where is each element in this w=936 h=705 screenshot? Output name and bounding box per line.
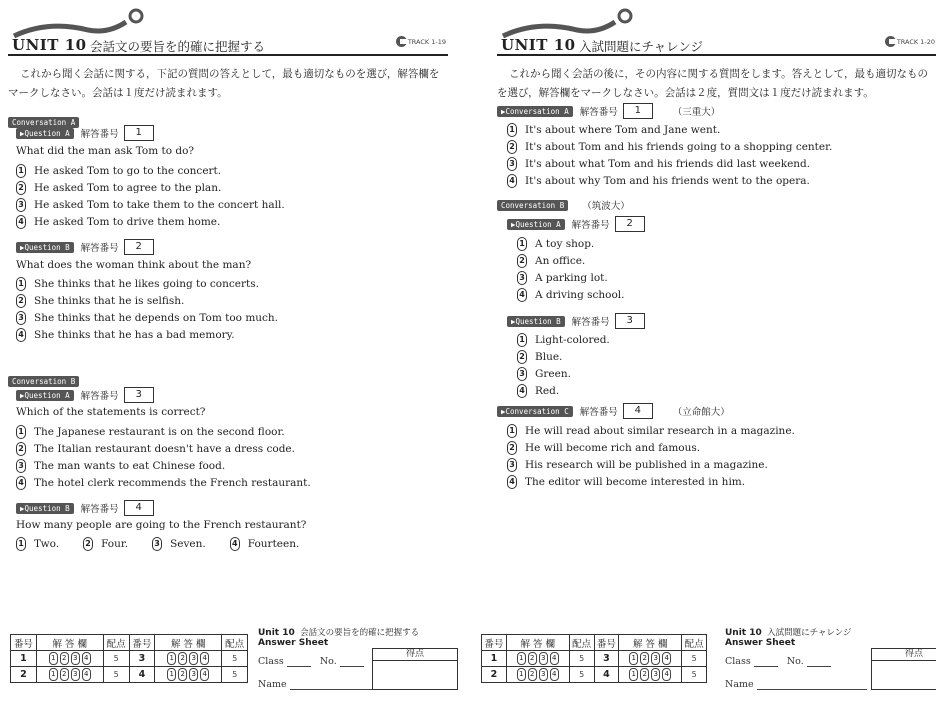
option-item[interactable]: 3 A parking lot. [517, 269, 625, 286]
answer-sheet-table: 番号 解 答 欄 配点 番号 解 答 欄 配点 1 1 2 3 4 5 3 1 2 3 4 5 2 1 2 3 4 5 4 1 2 3 4 5 [10, 634, 248, 683]
table-row: 2 1 2 3 4 5 4 1 2 3 4 5 [482, 667, 707, 683]
conversation-b-header: Conversation B （筑波大） [497, 198, 630, 212]
option-item[interactable]: 3 The man wants to eat Chinese food. [16, 457, 311, 474]
unit-header [497, 34, 936, 56]
option-item[interactable]: 2 The Italian restaurant doesn't have a dress code. [16, 440, 311, 457]
option-item[interactable]: 1 A toy shop. [517, 235, 625, 252]
instructions: これから聞く会話の後に，その内容に関する質問をします。答えとして，最も適切なものを選び，解答欄をマークしなさい。会話は２度，質問文は１度だけ読まれます。 [497, 68, 928, 99]
class-field[interactable] [754, 656, 778, 667]
option-item[interactable]: 2 An office. [517, 252, 625, 269]
question-header: ▶Question B 解答番号 2 [16, 239, 154, 255]
option-item[interactable]: 4 A driving school. [517, 286, 625, 303]
option-item[interactable]: 2 He asked Tom to agree to the plan. [16, 179, 285, 196]
option-item[interactable]: 4 Fourteen. [230, 537, 300, 551]
university-label: （立命館大） [672, 407, 730, 418]
option-item[interactable]: 2 Blue. [517, 348, 610, 365]
option-list [517, 235, 625, 303]
audio-track-icon [396, 36, 407, 47]
answer-number-box: 2 [124, 239, 154, 255]
question-header: ▶Conversation C 解答番号 4 （立命館大） [497, 403, 730, 419]
option-list [16, 537, 323, 551]
option-list [507, 422, 795, 490]
unit-title: 入試問題にチャレンジ [579, 39, 704, 54]
option-item[interactable]: 3 His research will be published in a magazine. [507, 456, 795, 473]
answer-bubbles[interactable]: 1 2 3 4 [619, 667, 682, 683]
unit-header [8, 34, 448, 56]
answer-number-box: 3 [615, 313, 645, 329]
option-item[interactable]: 1 Light-colored. [517, 331, 610, 348]
answer-bubbles[interactable]: 1 2 3 4 [155, 667, 222, 683]
option-item[interactable]: 1 He asked Tom to go to the concert. [16, 162, 285, 179]
option-item[interactable]: 4 The hotel clerk recommends the French restaurant. [16, 474, 311, 491]
question-header: ▶Question B 解答番号 4 [16, 500, 154, 516]
unit-number: UNIT 10 [12, 36, 87, 54]
audio-track-icon [885, 36, 896, 47]
option-item[interactable]: 3 Green. [517, 365, 610, 382]
option-item[interactable]: 3 It's about what Tom and his friends did last weekend. [507, 155, 832, 172]
option-item[interactable]: 3 Seven. [152, 537, 206, 551]
question-header: ▶Conversation A 解答番号 1 （三重大） [497, 103, 720, 119]
option-item[interactable]: 4 Red. [517, 382, 610, 399]
option-item[interactable]: 2 He will become rich and famous. [507, 439, 795, 456]
answer-bubbles[interactable]: 1 2 3 4 [506, 651, 569, 667]
name-field-row: Name [258, 679, 404, 690]
no-field[interactable] [807, 656, 831, 667]
option-item[interactable]: 1 She thinks that he likes going to concerts. [16, 275, 278, 292]
table-row: 2 1 2 3 4 5 4 1 2 3 4 5 [11, 667, 248, 683]
answer-sheet-table: 番号 解 答 欄 配点 番号 解 答 欄 配点 1 1 2 3 4 5 3 1 2 3 4 5 2 1 2 3 4 5 4 1 2 3 4 5 [481, 634, 707, 683]
option-item[interactable]: 2 She thinks that he is selfish. [16, 292, 278, 309]
name-field[interactable] [757, 679, 867, 690]
answer-bubbles[interactable]: 1 2 3 4 [36, 651, 103, 667]
no-field[interactable] [340, 656, 364, 667]
unit-number: UNIT 10 [501, 36, 576, 54]
question-header: ▶Question A 解答番号 2 [507, 216, 645, 232]
question-text: Which of the statements is correct? [16, 406, 206, 418]
answer-bubbles[interactable]: 1 2 3 4 [36, 667, 103, 683]
option-item[interactable]: 1 It's about where Tom and Jane went. [507, 121, 832, 138]
question-header: ▶Question A 解答番号 3 [16, 387, 154, 403]
question-header: ▶Question A 解答番号 1 [16, 125, 154, 141]
option-item[interactable]: 2 It's about Tom and his friends going to a shopping center. [507, 138, 832, 155]
left-page [8, 0, 458, 705]
option-list [16, 275, 278, 343]
option-item[interactable]: 2 Four. [83, 537, 128, 551]
question-text: What does the woman think about the man? [16, 259, 252, 271]
conversation-a-tag: Conversation A [8, 110, 79, 129]
conversation-b-tag: Conversation B [8, 369, 79, 388]
table-row: 1 1 2 3 4 5 3 1 2 3 4 5 [482, 651, 707, 667]
option-item[interactable]: 4 The editor will become interested in him. [507, 473, 795, 490]
option-item[interactable]: 1 The Japanese restaurant is on the second floor. [16, 423, 311, 440]
answer-bubbles[interactable]: 1 2 3 4 [155, 651, 222, 667]
answer-bubbles[interactable]: 1 2 3 4 [506, 667, 569, 683]
question-text: How many people are going to the French restaurant? [16, 519, 307, 531]
option-list [16, 423, 311, 491]
option-item[interactable]: 1 Two. [16, 537, 59, 551]
table-row: 1 1 2 3 4 5 3 1 2 3 4 5 [11, 651, 248, 667]
answer-number-box: 4 [623, 403, 653, 419]
score-box[interactable]: 得点 [871, 648, 936, 690]
answer-number-box: 1 [124, 125, 154, 141]
option-list [16, 162, 285, 230]
option-item[interactable]: 4 It's about why Tom and his friends went to the opera. [507, 172, 832, 189]
track-indicator[interactable]: TRACK 1-19 [396, 36, 446, 47]
answer-number-box: 1 [623, 103, 653, 119]
answer-sheet-title: Unit 10 入試問題にチャレンジ Answer Sheet [725, 628, 852, 648]
option-item[interactable]: 1 He will read about similar research in a magazine. [507, 422, 795, 439]
name-field-row: Name [725, 679, 867, 690]
answer-sheet-title: Unit 10 会話文の要旨を的確に把握する Answer Sheet [258, 628, 420, 648]
university-label: （筑波大） [582, 201, 630, 212]
answer-number-box: 2 [615, 216, 645, 232]
option-list [507, 121, 832, 189]
score-box[interactable]: 得点 [372, 648, 458, 690]
option-item[interactable]: 3 He asked Tom to take them to the concert hall. [16, 196, 285, 213]
class-no-fields: Class No. [725, 656, 831, 667]
unit-title: 会話文の要旨を的確に把握する [90, 39, 266, 54]
university-label: （三重大） [672, 107, 721, 118]
option-list [517, 331, 610, 399]
instructions: これから聞く会話に関する，下記の質問の答えとして，最も適切なものを選び，解答欄をマークしなさい。会話は１度だけ読まれます。 [8, 68, 440, 99]
track-indicator[interactable]: TRACK 1-20 [885, 36, 935, 47]
answer-number-box: 4 [124, 500, 154, 516]
option-item[interactable]: 3 She thinks that he depends on Tom too much. [16, 309, 278, 326]
answer-number-box: 3 [124, 387, 154, 403]
question-header: ▶Question B 解答番号 3 [507, 313, 645, 329]
class-field[interactable] [287, 656, 311, 667]
question-text: What did the man ask Tom to do? [16, 145, 195, 157]
option-item[interactable]: 4 She thinks that he has a bad memory. [16, 326, 278, 343]
answer-bubbles[interactable]: 1 2 3 4 [619, 651, 682, 667]
option-item[interactable]: 4 He asked Tom to drive them home. [16, 213, 285, 230]
class-no-fields: Class No. [258, 656, 364, 667]
right-page [484, 0, 936, 705]
